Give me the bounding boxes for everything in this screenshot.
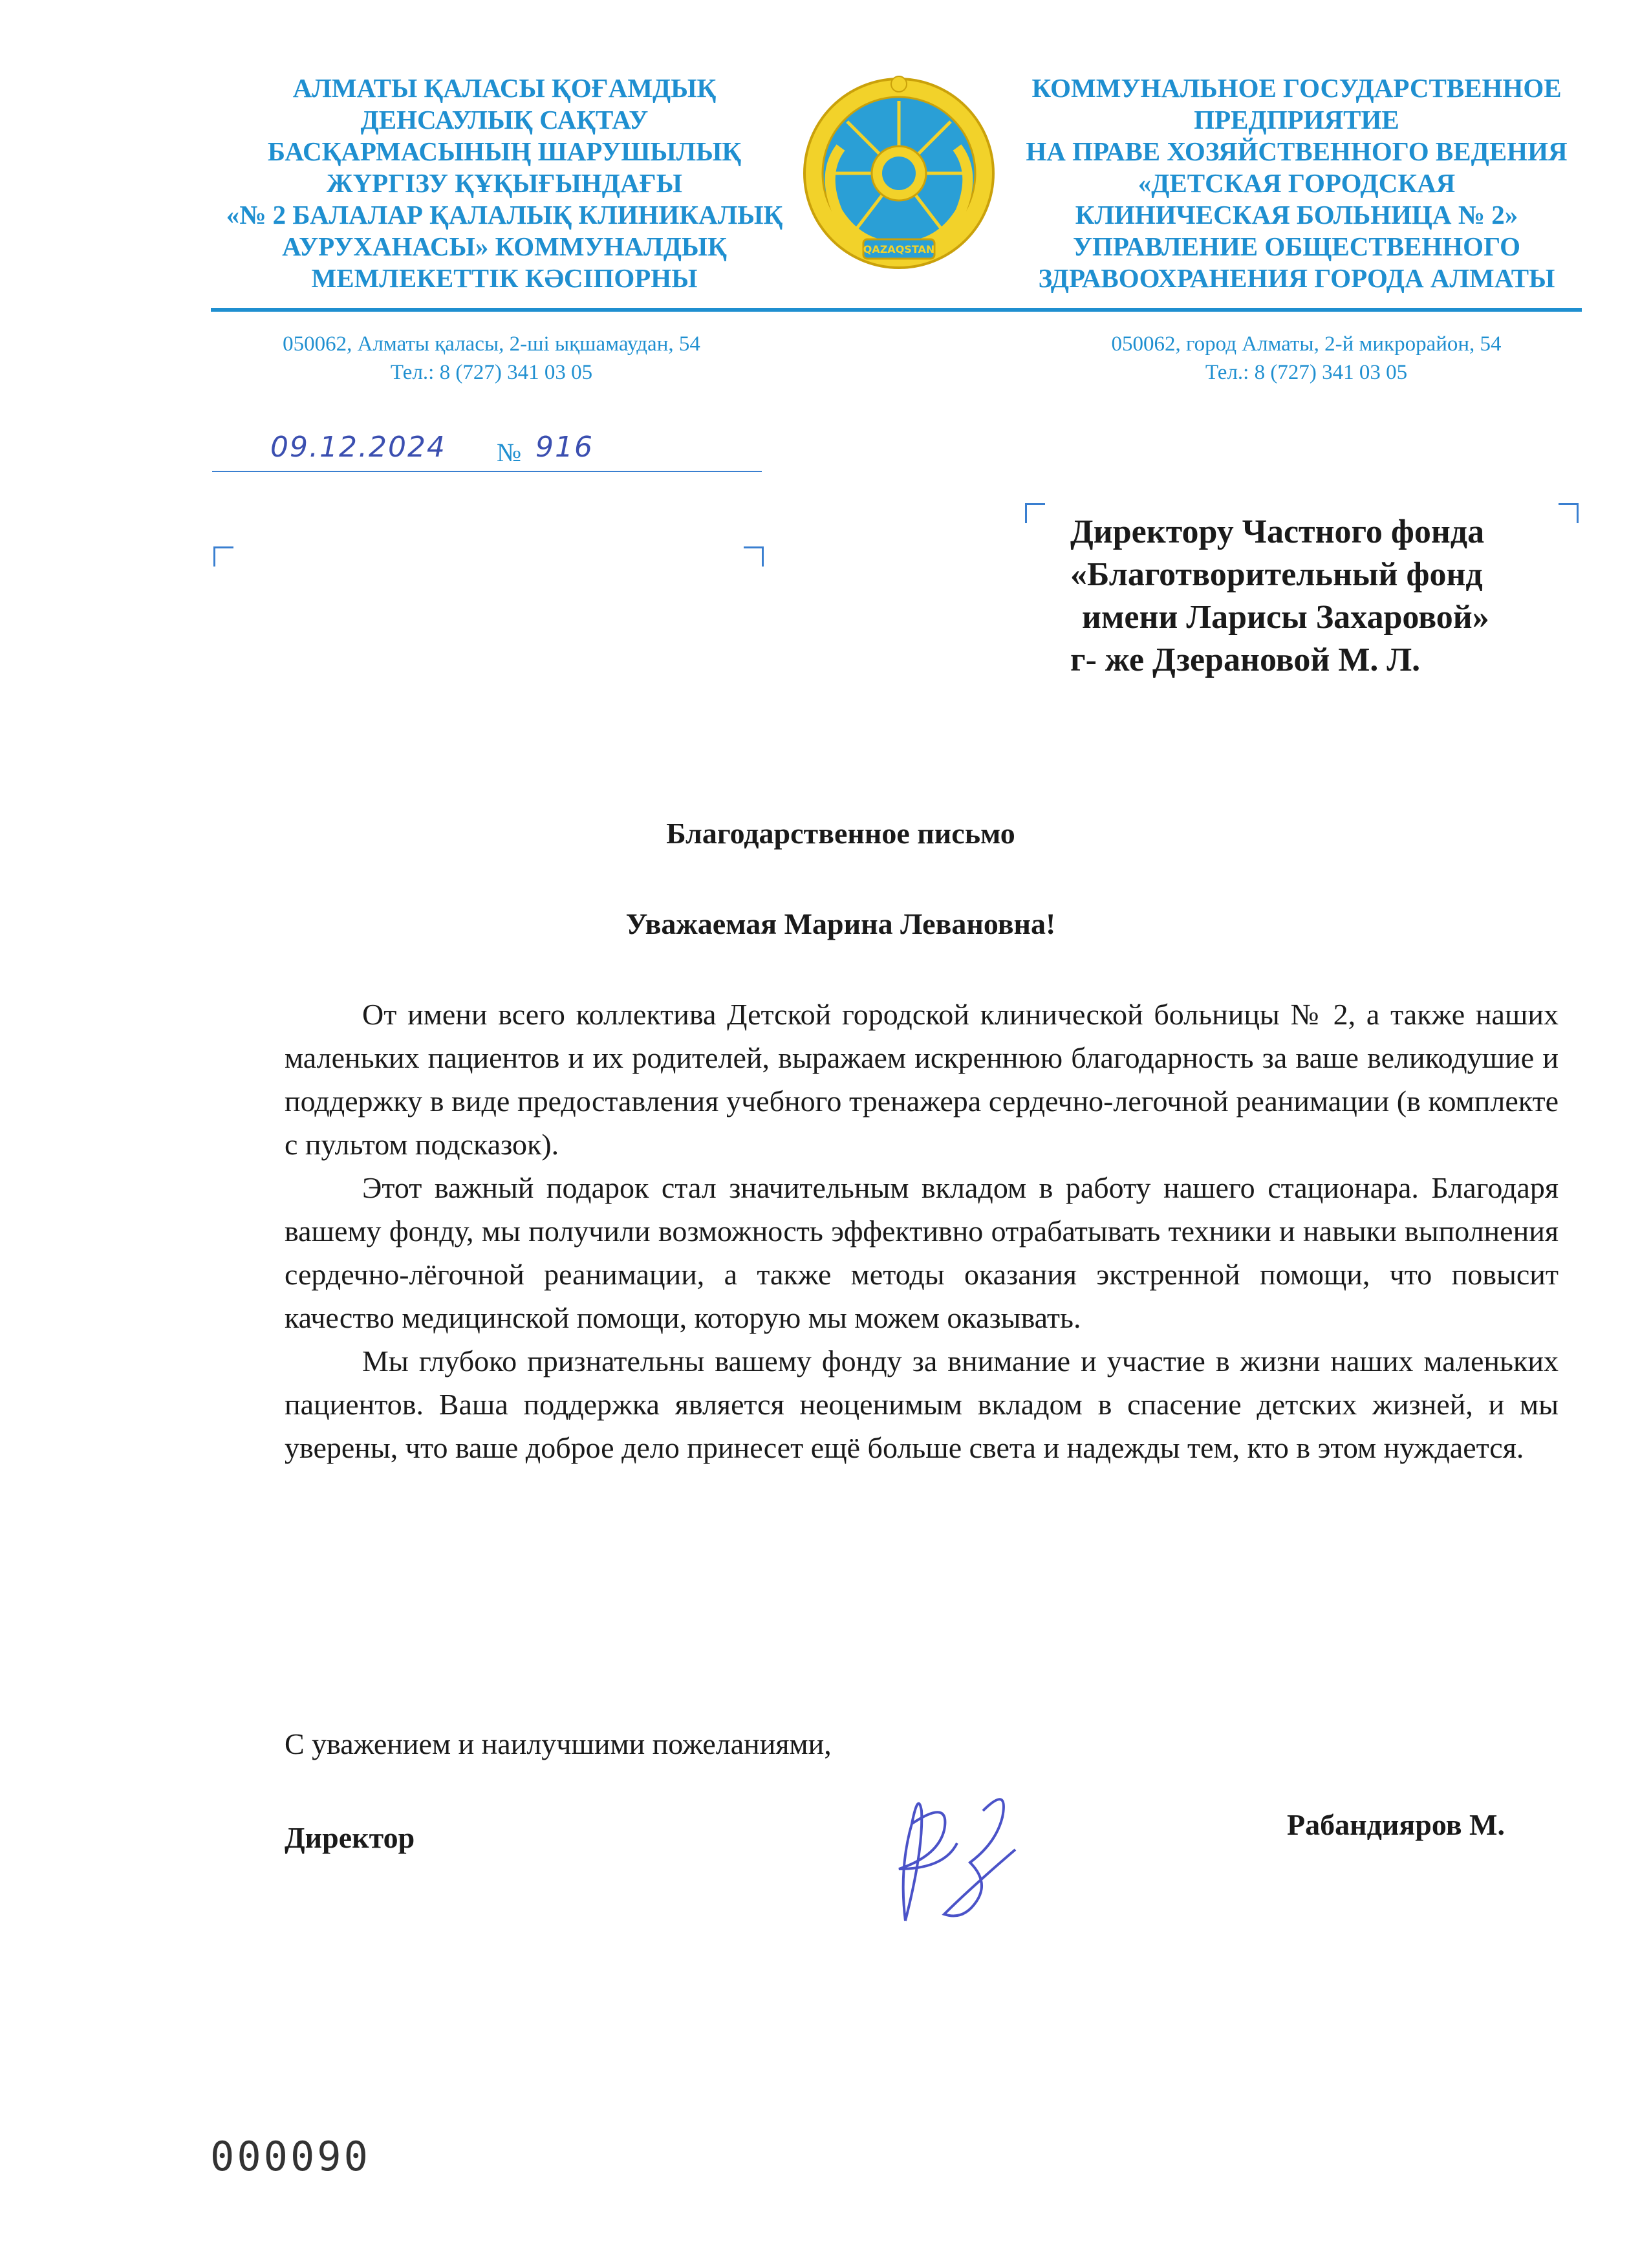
header-left-line: БАСҚАРМАСЫНЫҢ ШАРУШЫЛЫҚ — [267, 136, 742, 166]
letter-title: Благодарственное письмо — [666, 817, 1015, 850]
signatory-name: Рабандияров М. — [1287, 1808, 1505, 1841]
header-left-line: МЕМЛЕКЕТТІК КӘСІПОРНЫ — [311, 263, 698, 293]
letter-paragraph: Этот важный подарок стал значительным вкладом в работу нашего стационара. Благодаря вашему фонду, мы получили возможность эффективно отрабатывать техники и навыки выполнения сердечно-лёгочной реанимации, а также методы оказания экстренной помощи, что повысит качество медицинской помощи, которую мы можем оказывать. — [285, 1171, 1559, 1334]
corner-mark — [213, 546, 233, 567]
header-right-line: НА ПРАВЕ ХОЗЯЙСТВЕННОГО ВЕДЕНИЯ — [1026, 136, 1568, 166]
header-divider — [211, 308, 1582, 312]
left-address-block — [194, 330, 789, 387]
header-left-block — [194, 72, 815, 294]
state-emblem — [802, 70, 996, 283]
left-phone: Тел.: 8 (727) 341 03 05 — [390, 361, 593, 384]
right-address-block — [1009, 330, 1604, 387]
registration-line — [212, 432, 762, 472]
header-right-line: КЛИНИЧЕСКАЯ БОЛЬНИЦА № 2» — [1075, 200, 1518, 230]
addressee-line: г- же Дзерановой М. Л. — [1070, 642, 1421, 678]
letter-body — [285, 993, 1559, 1469]
addressee-line: «Благотворительный фонд — [1070, 556, 1483, 593]
right-address: 050062, город Алматы, 2-й микрорайон, 54 — [1111, 332, 1502, 356]
addressee-line: имени Ларисы Захаровой» — [1082, 599, 1489, 636]
header-left-line: ДЕНСАУЛЫҚ САҚТАУ — [360, 105, 649, 135]
signatory-title: Директор — [285, 1821, 415, 1854]
letter-salutation: Уважаемая Марина Левановна! — [625, 907, 1056, 940]
registration-date: 09.12.2024 — [270, 431, 446, 464]
addressee-line: Директору Частного фонда — [1070, 513, 1485, 550]
header-right-line: УПРАВЛЕНИЕ ОБЩЕСТВЕННОГО — [1072, 232, 1521, 261]
header-left-line: ЖҮРГІЗУ ҚҰҚЫҒЫНДАҒЫ — [327, 168, 682, 198]
header-left-line: «№ 2 БАЛАЛАР ҚАЛАЛЫҚ КЛИНИКАЛЫҚ — [226, 200, 783, 230]
letter-paragraph: Мы глубоко признательны вашему фонду за внимание и участие в жизни наших маленьких пациентов. Ваша поддержка является неоценимым вкладом в спасение детских жизней, и мы уверены, что ваше доброе дело принесет ещё больше света и надежды тем, кто в этом нуждается. — [285, 1345, 1559, 1464]
serial-number: 000090 — [210, 2133, 371, 2180]
signature-graphic — [860, 1772, 1054, 1934]
header-right-line: ЗДРАВООХРАНЕНИЯ ГОРОДА АЛМАТЫ — [1038, 263, 1555, 293]
header-right-line: «ДЕТСКАЯ ГОРОДСКАЯ — [1138, 168, 1456, 198]
letter-paragraph: От имени всего коллектива Детской городской клинической больницы № 2, а также наших маленьких пациентов и их родителей, выражаем искреннюю благодарность за ваше великодушие и поддержку в виде предоставления учебного тренажера сердечно-легочной реанимации (в комплекте с пультом подсказок). — [285, 998, 1559, 1161]
emblem-text: QAZAQSTAN — [863, 243, 935, 255]
header-left-line: АУРУХАНАСЫ» КОММУНАЛДЫҚ — [282, 232, 727, 261]
registration-number: 916 — [535, 431, 594, 464]
left-address: 050062, Алматы қаласы, 2-ші ықшамаудан, 54 — [283, 332, 700, 356]
registration-number-sign: № — [497, 438, 522, 467]
corner-mark — [1025, 503, 1045, 523]
header-right-line: КОММУНАЛЬНОЕ ГОСУДАРСТВЕННОЕ — [1031, 73, 1562, 103]
header-left-line: АЛМАТЫ ҚАЛАСЫ ҚОҒАМДЫҚ — [292, 73, 717, 103]
emblem-graphic — [802, 70, 996, 283]
header-right-block — [996, 72, 1597, 294]
signature-icon — [860, 1772, 1054, 1934]
header-right-line: ПРЕДПРИЯТИЕ — [1194, 105, 1399, 135]
right-phone: Тел.: 8 (727) 341 03 05 — [1205, 361, 1408, 384]
corner-mark — [744, 546, 764, 567]
letter-closing: С уважением и наилучшими пожеланиями, — [285, 1727, 832, 1760]
addressee-block — [1070, 511, 1575, 682]
